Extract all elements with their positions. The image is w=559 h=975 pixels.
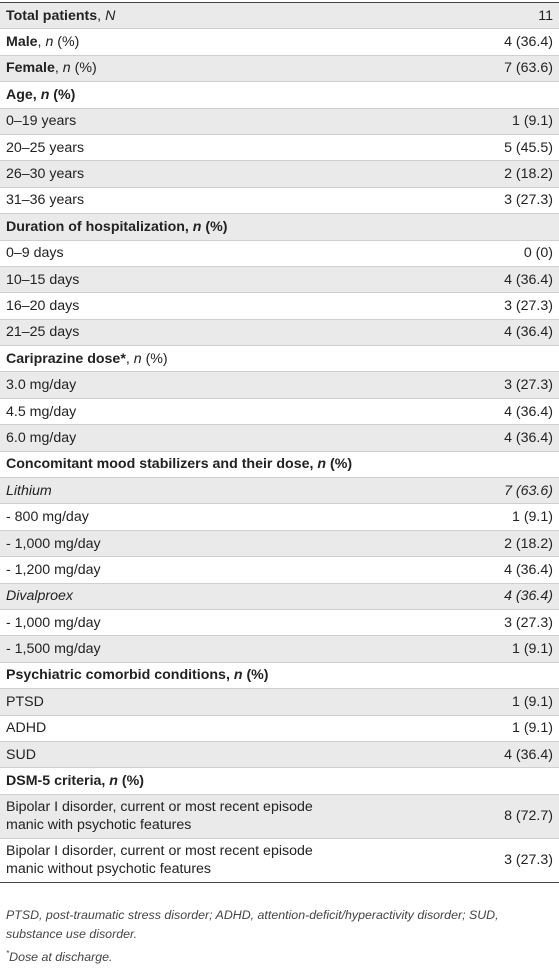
row-value: 4 (36.4) [484,266,559,292]
row-label [0,108,484,134]
row-value: 3 (27.3) [484,609,559,635]
label-text: 3.0 mg/day [6,377,77,394]
row-label [0,636,484,662]
label-text: 0–19 years [6,113,77,130]
table-row [0,108,559,134]
table-row [0,838,559,882]
table-row [0,557,559,583]
label-text: ADHD [6,720,47,737]
label-bold: Age, [6,86,41,103]
section-header-row [0,214,559,240]
row-value: 7 (63.6) [484,478,559,504]
table-row [0,715,559,741]
row-value: 3 (27.3) [484,372,559,398]
table-row [0,504,559,530]
label-bold: Concomitant mood stabilizers and their dose, [6,456,318,473]
row-value: 1 (9.1) [484,636,559,662]
label-bold-italic: n [109,773,118,790]
row-value: 2 (18.2) [484,530,559,556]
row-label [0,398,484,424]
table-row [0,266,559,292]
abbreviations-note: PTSD, post-traumatic stress disorder; ADHD, attention-deficit/hyperactivity disorder; SUD, substance use disorder. [6,908,499,941]
label-bold: Female [6,60,55,77]
row-value: 3 (27.3) [484,293,559,319]
row-label [0,3,484,29]
label-suffix-italic: n [62,60,71,77]
table-footnote [6,906,554,967]
dose-note [6,944,554,967]
row-label [0,715,484,741]
label-text: 20–25 years [6,139,85,156]
row-label [0,346,484,372]
label-bold-suffix: (%) [117,773,144,790]
dose-note-text: Dose at discharge. [9,950,113,964]
row-label [0,29,484,55]
label-bold-italic: n [192,218,202,235]
row-value: 4 (36.4) [484,583,559,609]
label-suffix-post: (%) [141,350,168,367]
table-row [0,319,559,345]
row-label [0,504,484,530]
label-suffix-post: (%) [70,60,97,77]
label-suffix-italic: n [133,350,142,367]
table-row [0,478,559,504]
row-value [484,82,559,108]
label-text: - 800 mg/day [6,509,89,526]
row-value: 1 (9.1) [484,504,559,530]
label-text: 0–9 days [6,245,64,262]
label-text: 21–25 days [6,324,80,341]
label-text: 26–30 years [6,166,85,183]
footnote-marker: * [6,949,10,958]
row-label [0,478,484,504]
label-text: 16–20 days [6,297,80,314]
row-label [0,838,484,882]
label-bold-italic: n [233,667,243,684]
table-row [0,372,559,398]
label-bold-suffix: (%) [326,456,353,473]
row-value: 4 (36.4) [484,319,559,345]
row-value: 1 (9.1) [484,715,559,741]
row-value: 1 (9.1) [484,689,559,715]
row-label [0,82,484,108]
row-value: 4 (36.4) [484,398,559,424]
row-label [0,293,484,319]
section-header-row [0,451,559,477]
row-label [0,240,484,266]
row-label [0,794,484,838]
label-text: 10–15 days [6,271,80,288]
row-label [0,372,484,398]
row-value [484,346,559,372]
label-line-1: Bipolar I disorder, current or most recent episode [6,799,313,816]
section-header-row [0,82,559,108]
row-value: 4 (36.4) [484,557,559,583]
section-header-row [0,346,559,372]
label-text: - 1,000 mg/day [6,614,101,631]
label-bold: Psychiatric comorbid conditions, [6,667,234,684]
row-label [0,451,484,477]
label-suffix-italic: n [45,34,54,51]
label-bold-suffix: (%) [49,86,76,103]
row-label [0,557,484,583]
label-suffix-pre: , [97,7,106,24]
table-row [0,161,559,187]
table-row [0,583,559,609]
patient-characteristics-table [0,2,559,883]
row-value: 4 (36.4) [484,741,559,767]
label-text: Divalproex [6,588,74,605]
table-row [0,741,559,767]
row-value: 1 (9.1) [484,108,559,134]
table-row [0,636,559,662]
label-bold-suffix: (%) [242,667,269,684]
label-suffix-pre: , [37,34,46,51]
row-value: 5 (45.5) [484,134,559,160]
label-text: 4.5 mg/day [6,403,77,420]
label-suffix-pre: , [54,60,63,77]
row-label [0,662,484,688]
label-suffix-pre: , [125,350,134,367]
table-row [0,530,559,556]
section-header-row [0,768,559,794]
label-bold: Male [6,34,38,51]
table-row [0,29,559,55]
table-row [0,689,559,715]
label-line-2: manic with psychotic features [6,817,192,834]
table-row [0,794,559,838]
table-row [0,55,559,81]
table-row [0,609,559,635]
table-row [0,425,559,451]
row-value [484,214,559,240]
row-label [0,161,484,187]
label-text: - 1,000 mg/day [6,535,101,552]
label-text: - 1,200 mg/day [6,561,101,578]
label-bold-italic: n [317,456,327,473]
label-text: PTSD [6,693,44,710]
row-label [0,741,484,767]
row-label [0,609,484,635]
row-value: 8 (72.7) [484,794,559,838]
row-label [0,768,484,794]
table-row [0,187,559,213]
label-suffix-italic: N [105,7,116,24]
label-text: Lithium [6,482,52,499]
label-bold-italic: n [40,86,50,103]
label-bold-suffix: (%) [201,218,228,235]
label-suffix-post: (%) [53,34,80,51]
row-value: 4 (36.4) [484,425,559,451]
row-value: 11 [484,3,559,29]
label-text: - 1,500 mg/day [6,641,101,658]
row-label [0,214,484,240]
row-value: 7 (63.6) [484,55,559,81]
label-text: 31–36 years [6,192,85,209]
label-text: SUD [6,746,36,763]
row-value [484,662,559,688]
label-text: 6.0 mg/day [6,429,77,446]
row-value: 0 (0) [484,240,559,266]
row-value: 2 (18.2) [484,161,559,187]
label-bold: Cariprazine dose* [6,350,126,367]
row-value: 3 (27.3) [484,838,559,882]
row-label [0,134,484,160]
table-row [0,134,559,160]
row-value [484,768,559,794]
row-value: 3 (27.3) [484,187,559,213]
section-header-row [0,662,559,688]
table-row [0,240,559,266]
table-row [0,398,559,424]
row-label [0,187,484,213]
label-bold: Duration of hospitalization, [6,218,193,235]
row-label [0,530,484,556]
table-row [0,293,559,319]
label-line-2: manic without psychotic features [6,861,212,878]
row-label [0,266,484,292]
row-label [0,689,484,715]
row-value: 4 (36.4) [484,29,559,55]
row-label [0,319,484,345]
row-value [484,451,559,477]
label-bold: DSM-5 criteria, [6,773,110,790]
table-body [0,3,559,883]
label-bold: Total patients [6,7,98,24]
table-row [0,3,559,29]
row-label [0,425,484,451]
row-label [0,55,484,81]
row-label [0,583,484,609]
label-line-1: Bipolar I disorder, current or most recent episode [6,843,313,860]
